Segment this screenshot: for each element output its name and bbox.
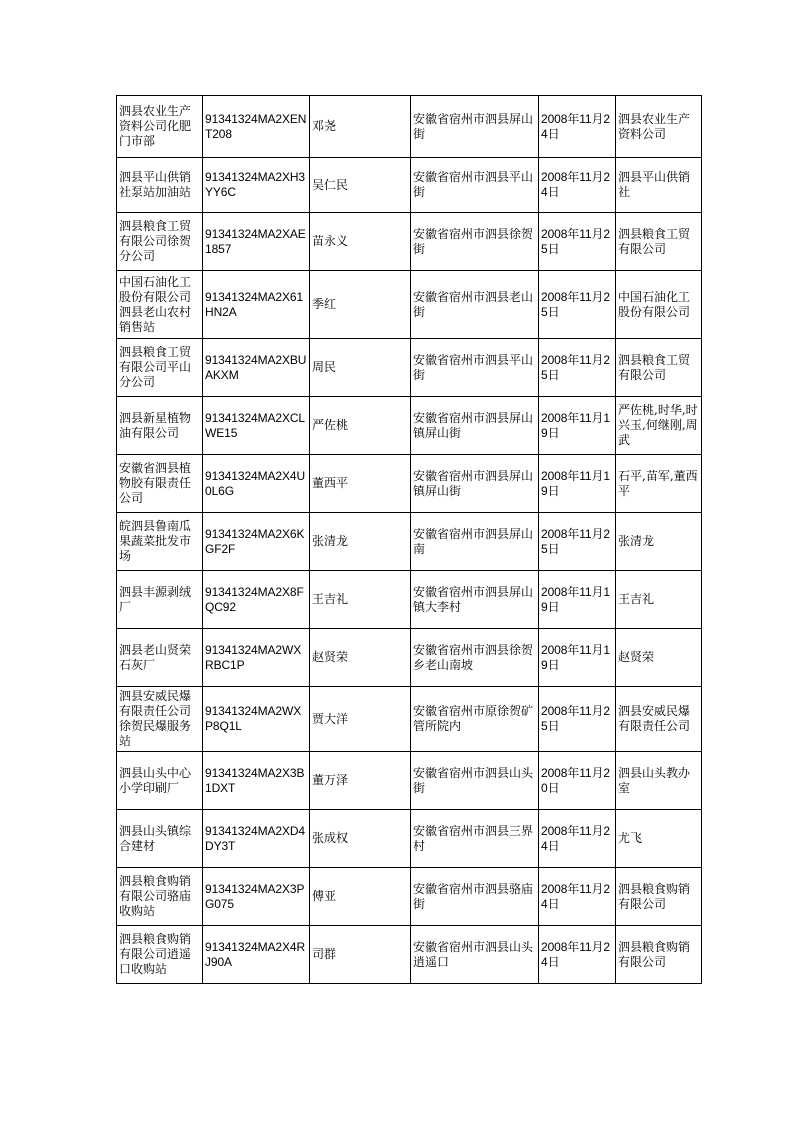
company-name-cell: 泗县新星植物油有限公司	[117, 397, 203, 455]
registration-date-cell: 2008年11月24日	[539, 926, 616, 984]
table-row	[117, 513, 702, 571]
credit-code-cell: 91341324MA2WXP8Q1L	[203, 687, 310, 752]
credit-code-cell: 91341324MA2WXRBC1P	[203, 629, 310, 687]
company-name-cell: 泗县老山贤荣石灰厂	[117, 629, 203, 687]
investor-cell: 石平,苗军,董西平	[616, 455, 702, 513]
company-name-cell: 泗县平山供销社泵站加油站	[117, 158, 203, 213]
registration-date-cell: 2008年11月19日	[539, 571, 616, 629]
legal-representative-cell: 傅亚	[310, 868, 411, 926]
credit-code-cell: 91341324MA2XCLWE15	[203, 397, 310, 455]
address-cell: 安徽省宿州市泗县屏山镇大李村	[411, 571, 539, 629]
table-row	[117, 687, 702, 752]
credit-code-cell: 91341324MA2X4U0L6G	[203, 455, 310, 513]
legal-representative-cell: 王吉礼	[310, 571, 411, 629]
address-cell: 安徽省宿州市泗县平山街	[411, 158, 539, 213]
address-cell: 安徽省宿州市泗县屏山镇屏山街	[411, 455, 539, 513]
company-name-cell: 泗县农业生产资料公司化肥门市部	[117, 96, 203, 158]
company-name-cell: 皖泗县鲁南瓜果蔬菜批发市场	[117, 513, 203, 571]
company-name-cell: 泗县安威民爆有限责任公司徐贺民爆服务站	[117, 687, 203, 752]
credit-code-cell: 91341324MA2XH3YY6C	[203, 158, 310, 213]
company-name-cell: 泗县丰源剥绒厂	[117, 571, 203, 629]
table-row	[117, 629, 702, 687]
company-name-cell: 泗县粮食购销有限公司逍遥口收购站	[117, 926, 203, 984]
legal-representative-cell: 董万泽	[310, 752, 411, 810]
registration-date-cell: 2008年11月24日	[539, 158, 616, 213]
table-row	[117, 926, 702, 984]
address-cell: 安徽省宿州市泗县徐贺乡老山南坡	[411, 629, 539, 687]
address-cell: 安徽省宿州市泗县老山街	[411, 271, 539, 339]
table-row	[117, 455, 702, 513]
investor-cell: 赵贤荣	[616, 629, 702, 687]
legal-representative-cell: 季红	[310, 271, 411, 339]
legal-representative-cell: 贾大洋	[310, 687, 411, 752]
company-name-cell: 安徽省泗县植物胶有限责任公司	[117, 455, 203, 513]
investor-cell: 泗县农业生产资料公司	[616, 96, 702, 158]
address-cell: 安徽省宿州市泗县山头街	[411, 752, 539, 810]
legal-representative-cell: 周民	[310, 339, 411, 397]
credit-code-cell: 91341324MA2XD4DY3T	[203, 810, 310, 868]
investor-cell: 泗县安威民爆有限责任公司	[616, 687, 702, 752]
address-cell: 安徽省宿州市原徐贺矿管所院内	[411, 687, 539, 752]
legal-representative-cell: 张成权	[310, 810, 411, 868]
registration-date-cell: 2008年11月19日	[539, 629, 616, 687]
company-name-cell: 中国石油化工股份有限公司泗县老山农村销售站	[117, 271, 203, 339]
address-cell: 安徽省宿州市泗县平山街	[411, 339, 539, 397]
address-cell: 安徽省宿州市泗县屏山镇屏山街	[411, 397, 539, 455]
credit-code-cell: 91341324MA2X4RJ90A	[203, 926, 310, 984]
address-cell: 安徽省宿州市泗县山头逍遥口	[411, 926, 539, 984]
registration-date-cell: 2008年11月25日	[539, 271, 616, 339]
registration-date-cell: 2008年11月25日	[539, 687, 616, 752]
credit-code-cell: 91341324MA2X3PG075	[203, 868, 310, 926]
credit-code-cell: 91341324MA2XAE1857	[203, 213, 310, 271]
investor-cell: 泗县粮食工贸有限公司	[616, 339, 702, 397]
credit-code-cell: 91341324MA2XENT208	[203, 96, 310, 158]
registration-date-cell: 2008年11月19日	[539, 455, 616, 513]
registration-date-cell: 2008年11月25日	[539, 513, 616, 571]
legal-representative-cell: 严佐桃	[310, 397, 411, 455]
investor-cell: 中国石油化工股份有限公司	[616, 271, 702, 339]
enterprise-registry-table	[116, 95, 702, 984]
address-cell: 安徽省宿州市泗县屏山南	[411, 513, 539, 571]
table-row	[117, 571, 702, 629]
registration-date-cell: 2008年11月24日	[539, 96, 616, 158]
legal-representative-cell: 董西平	[310, 455, 411, 513]
investor-cell: 泗县平山供销社	[616, 158, 702, 213]
table-row	[117, 213, 702, 271]
registration-date-cell: 2008年11月25日	[539, 339, 616, 397]
address-cell: 安徽省宿州市泗县屏山街	[411, 96, 539, 158]
legal-representative-cell: 张清龙	[310, 513, 411, 571]
address-cell: 安徽省宿州市泗县徐贺街	[411, 213, 539, 271]
table-row	[117, 158, 702, 213]
table-row	[117, 271, 702, 339]
company-name-cell: 泗县粮食工贸有限公司平山分公司	[117, 339, 203, 397]
table-row	[117, 752, 702, 810]
legal-representative-cell: 吴仁民	[310, 158, 411, 213]
registration-date-cell: 2008年11月25日	[539, 213, 616, 271]
credit-code-cell: 91341324MA2X8FQC92	[203, 571, 310, 629]
legal-representative-cell: 司群	[310, 926, 411, 984]
company-name-cell: 泗县粮食工贸有限公司徐贺分公司	[117, 213, 203, 271]
address-cell: 安徽省宿州市泗县骆庙街	[411, 868, 539, 926]
registration-date-cell: 2008年11月24日	[539, 868, 616, 926]
investor-cell: 泗县山头教办室	[616, 752, 702, 810]
table-row	[117, 339, 702, 397]
table-row	[117, 397, 702, 455]
table-row	[117, 810, 702, 868]
credit-code-cell: 91341324MA2X6KGF2F	[203, 513, 310, 571]
legal-representative-cell: 赵贤荣	[310, 629, 411, 687]
address-cell: 安徽省宿州市泗县三界村	[411, 810, 539, 868]
investor-cell: 王吉礼	[616, 571, 702, 629]
credit-code-cell: 91341324MA2X61HN2A	[203, 271, 310, 339]
credit-code-cell: 91341324MA2X3B1DXT	[203, 752, 310, 810]
table-body	[117, 96, 702, 984]
investor-cell: 泗县粮食工贸有限公司	[616, 213, 702, 271]
investor-cell: 张清龙	[616, 513, 702, 571]
credit-code-cell: 91341324MA2XBUAKXM	[203, 339, 310, 397]
investor-cell: 泗县粮食购销有限公司	[616, 926, 702, 984]
company-name-cell: 泗县山头中心小学印刷厂	[117, 752, 203, 810]
legal-representative-cell: 苗永义	[310, 213, 411, 271]
legal-representative-cell: 邓尧	[310, 96, 411, 158]
company-name-cell: 泗县粮食购销有限公司骆庙收购站	[117, 868, 203, 926]
investor-cell: 泗县粮食购销有限公司	[616, 868, 702, 926]
investor-cell: 严佐桃,时华,时兴玉,何继刚,周武	[616, 397, 702, 455]
company-name-cell: 泗县山头镇综合建材	[117, 810, 203, 868]
registration-date-cell: 2008年11月20日	[539, 752, 616, 810]
table-row	[117, 868, 702, 926]
table-row	[117, 96, 702, 158]
registration-date-cell: 2008年11月24日	[539, 810, 616, 868]
registration-date-cell: 2008年11月19日	[539, 397, 616, 455]
investor-cell: 尤飞	[616, 810, 702, 868]
